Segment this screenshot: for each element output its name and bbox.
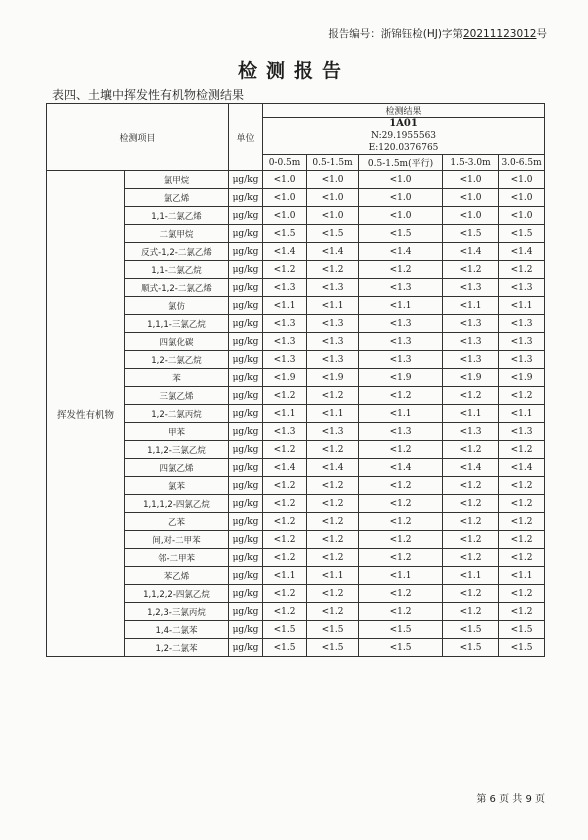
result-value: <1.5	[263, 621, 307, 639]
report-number	[328, 26, 547, 41]
result-value: <1.1	[307, 297, 359, 315]
result-value: <1.2	[307, 495, 359, 513]
unit-cell: μg/kg	[229, 513, 263, 531]
result-value: <1.5	[263, 225, 307, 243]
result-value: <1.3	[443, 279, 499, 297]
result-value: <1.1	[499, 297, 545, 315]
unit-cell: μg/kg	[229, 585, 263, 603]
result-value: <1.2	[499, 585, 545, 603]
category-cell: 挥发性有机物	[47, 171, 125, 657]
sample-info-cell	[263, 118, 545, 155]
result-value: <1.2	[263, 441, 307, 459]
result-value: <1.2	[263, 387, 307, 405]
result-value: <1.2	[263, 549, 307, 567]
result-value: <1.2	[443, 531, 499, 549]
result-value: <1.3	[307, 351, 359, 369]
results-header: 检测结果	[263, 104, 545, 118]
result-value: <1.1	[443, 297, 499, 315]
result-value: <1.2	[359, 585, 443, 603]
result-value: <1.2	[307, 531, 359, 549]
result-value: <1.9	[263, 369, 307, 387]
result-value: <1.1	[307, 405, 359, 423]
result-value: <1.2	[499, 603, 545, 621]
result-value: <1.2	[443, 495, 499, 513]
result-value: <1.3	[359, 279, 443, 297]
result-value: <1.2	[307, 549, 359, 567]
result-value: <1.2	[499, 387, 545, 405]
compound-name: 1,1,2,2-四氯乙烷	[125, 585, 229, 603]
compound-name: 1,2,3-三氯丙烷	[125, 603, 229, 621]
result-value: <1.9	[307, 369, 359, 387]
result-value: <1.2	[443, 477, 499, 495]
result-value: <1.2	[307, 585, 359, 603]
unit-cell: μg/kg	[229, 225, 263, 243]
result-value: <1.9	[499, 369, 545, 387]
result-value: <1.2	[263, 495, 307, 513]
result-value: <1.3	[263, 351, 307, 369]
result-value: <1.4	[499, 243, 545, 261]
result-value: <1.1	[359, 405, 443, 423]
page-number: 第 6 页 共 9 页	[476, 794, 545, 805]
result-value: <1.4	[443, 243, 499, 261]
unit-cell: μg/kg	[229, 171, 263, 189]
results-table	[46, 103, 545, 657]
compound-name: 苯	[125, 369, 229, 387]
unit-cell: μg/kg	[229, 603, 263, 621]
result-value: <1.3	[359, 315, 443, 333]
result-value: <1.2	[443, 603, 499, 621]
result-value: <1.3	[359, 333, 443, 351]
unit-cell: μg/kg	[229, 441, 263, 459]
table-caption: 表四、土壤中挥发性有机物检测结果	[52, 88, 245, 102]
result-value: <1.5	[307, 225, 359, 243]
result-value: <1.0	[499, 171, 545, 189]
result-value: <1.4	[307, 243, 359, 261]
result-value: <1.0	[443, 171, 499, 189]
result-value: <1.2	[499, 549, 545, 567]
sample-coord-e: E:120.0376765	[368, 143, 439, 153]
unit-cell: μg/kg	[229, 495, 263, 513]
result-value: <1.1	[359, 567, 443, 585]
result-value: <1.2	[263, 513, 307, 531]
result-value: <1.2	[359, 477, 443, 495]
result-value: <1.1	[263, 567, 307, 585]
result-value: <1.2	[499, 261, 545, 279]
unit-cell: μg/kg	[229, 189, 263, 207]
result-value: <1.5	[359, 621, 443, 639]
result-value: <1.4	[359, 459, 443, 477]
result-value: <1.2	[359, 387, 443, 405]
depth-header: 1.5-3.0m	[443, 155, 499, 171]
result-value: <1.0	[359, 207, 443, 225]
result-value: <1.1	[263, 297, 307, 315]
result-value: <1.9	[443, 369, 499, 387]
sample-id: 1A01	[389, 118, 418, 129]
result-value: <1.1	[499, 405, 545, 423]
unit-cell: μg/kg	[229, 639, 263, 657]
result-value: <1.4	[443, 459, 499, 477]
result-value: <1.1	[443, 405, 499, 423]
unit-cell: μg/kg	[229, 261, 263, 279]
result-value: <1.2	[359, 531, 443, 549]
compound-name: 1,1-二氯乙烯	[125, 207, 229, 225]
compound-name: 顺式-1,2-二氯乙烯	[125, 279, 229, 297]
result-value: <1.0	[443, 189, 499, 207]
unit-cell: μg/kg	[229, 387, 263, 405]
compound-name: 氯苯	[125, 477, 229, 495]
result-value: <1.2	[499, 495, 545, 513]
result-value: <1.3	[359, 423, 443, 441]
result-value: <1.0	[307, 171, 359, 189]
result-value: <1.3	[443, 315, 499, 333]
unit-cell: μg/kg	[229, 567, 263, 585]
result-value: <1.0	[307, 207, 359, 225]
result-value: <1.3	[307, 315, 359, 333]
result-value: <1.4	[359, 243, 443, 261]
result-value: <1.0	[359, 171, 443, 189]
result-value: <1.2	[443, 513, 499, 531]
unit-cell: μg/kg	[229, 279, 263, 297]
unit-cell: μg/kg	[229, 405, 263, 423]
result-value: <1.2	[307, 513, 359, 531]
result-value: <1.5	[499, 621, 545, 639]
depth-header: 3.0-6.5m	[499, 155, 545, 171]
compound-name: 氯仿	[125, 297, 229, 315]
compound-name: 1,2-二氯丙烷	[125, 405, 229, 423]
unit-cell: μg/kg	[229, 621, 263, 639]
result-value: <1.0	[307, 189, 359, 207]
result-value: <1.5	[263, 639, 307, 657]
compound-name: 氯乙烯	[125, 189, 229, 207]
result-value: <1.2	[499, 513, 545, 531]
result-value: <1.3	[499, 423, 545, 441]
result-value: <1.2	[443, 387, 499, 405]
result-value: <1.3	[359, 351, 443, 369]
result-value: <1.0	[443, 207, 499, 225]
result-value: <1.4	[263, 243, 307, 261]
unit-cell: μg/kg	[229, 369, 263, 387]
compound-name: 反式-1,2-二氯乙烯	[125, 243, 229, 261]
unit-cell: μg/kg	[229, 351, 263, 369]
result-value: <1.2	[263, 603, 307, 621]
result-value: <1.3	[499, 279, 545, 297]
result-value: <1.3	[499, 315, 545, 333]
result-value: <1.2	[443, 549, 499, 567]
result-value: <1.3	[499, 333, 545, 351]
result-value: <1.5	[499, 639, 545, 657]
result-value: <1.3	[263, 333, 307, 351]
result-value: <1.2	[263, 585, 307, 603]
result-value: <1.1	[307, 567, 359, 585]
result-value: <1.2	[263, 531, 307, 549]
result-value: <1.0	[263, 207, 307, 225]
result-value: <1.5	[443, 639, 499, 657]
compound-name: 1,1,2-三氯乙烷	[125, 441, 229, 459]
result-value: <1.3	[307, 423, 359, 441]
depth-header: 0-0.5m	[263, 155, 307, 171]
result-value: <1.5	[359, 639, 443, 657]
result-value: <1.0	[263, 189, 307, 207]
result-value: <1.3	[263, 315, 307, 333]
unit-cell: μg/kg	[229, 207, 263, 225]
result-value: <1.1	[499, 567, 545, 585]
depth-header: 0.5-1.5m	[307, 155, 359, 171]
result-value: <1.2	[307, 441, 359, 459]
result-value: <1.2	[499, 531, 545, 549]
result-value: <1.3	[307, 333, 359, 351]
result-value: <1.2	[359, 549, 443, 567]
result-value: <1.2	[499, 477, 545, 495]
result-value: <1.2	[307, 261, 359, 279]
compound-name: 二氯甲烷	[125, 225, 229, 243]
result-value: <1.2	[359, 261, 443, 279]
compound-name: 三氯乙烯	[125, 387, 229, 405]
result-value: <1.0	[359, 189, 443, 207]
unit-cell: μg/kg	[229, 477, 263, 495]
unit-cell: μg/kg	[229, 459, 263, 477]
compound-name: 邻-二甲苯	[125, 549, 229, 567]
compound-name: 四氯化碳	[125, 333, 229, 351]
result-value: <1.5	[359, 225, 443, 243]
result-value: <1.9	[359, 369, 443, 387]
unit-cell: μg/kg	[229, 297, 263, 315]
compound-name: 甲苯	[125, 423, 229, 441]
result-value: <1.4	[263, 459, 307, 477]
compound-name: 1,4-二氯苯	[125, 621, 229, 639]
result-value: <1.5	[443, 225, 499, 243]
result-value: <1.3	[499, 351, 545, 369]
depth-header: 0.5-1.5m(平行)	[359, 155, 443, 171]
result-value: <1.0	[263, 171, 307, 189]
table-row	[47, 171, 545, 189]
result-value: <1.3	[263, 423, 307, 441]
unit-cell: μg/kg	[229, 315, 263, 333]
unit-cell: μg/kg	[229, 549, 263, 567]
result-value: <1.3	[307, 279, 359, 297]
result-value: <1.5	[307, 639, 359, 657]
result-value: <1.1	[443, 567, 499, 585]
result-value: <1.3	[443, 351, 499, 369]
sample-coord-n: N:29.1955563	[371, 131, 437, 141]
compound-name: 1,1-二氯乙烷	[125, 261, 229, 279]
result-value: <1.5	[443, 621, 499, 639]
result-value: <1.2	[443, 585, 499, 603]
result-value: <1.2	[359, 603, 443, 621]
result-value: <1.5	[307, 621, 359, 639]
report-number-value: 20211123012	[463, 28, 537, 40]
result-value: <1.2	[359, 513, 443, 531]
compound-name: 1,1,1-三氯乙烷	[125, 315, 229, 333]
result-value: <1.1	[263, 405, 307, 423]
result-value: <1.2	[443, 261, 499, 279]
unit-cell: μg/kg	[229, 243, 263, 261]
result-value: <1.0	[499, 189, 545, 207]
report-number-label: 报告编号：浙锦钰检(HJ)字第	[328, 28, 463, 40]
result-value: <1.2	[307, 387, 359, 405]
compound-name: 氯甲烷	[125, 171, 229, 189]
result-value: <1.3	[443, 423, 499, 441]
unit-cell: μg/kg	[229, 531, 263, 549]
report-number-suffix: 号	[536, 28, 547, 40]
compound-name: 间,对-二甲苯	[125, 531, 229, 549]
result-value: <1.3	[443, 333, 499, 351]
unit-header: 单位	[229, 104, 263, 171]
unit-cell: μg/kg	[229, 423, 263, 441]
result-value: <1.4	[499, 459, 545, 477]
compound-name: 1,2-二氯乙烷	[125, 351, 229, 369]
result-value: <1.2	[307, 603, 359, 621]
unit-cell: μg/kg	[229, 333, 263, 351]
result-value: <1.2	[359, 441, 443, 459]
item-header: 检测项目	[47, 104, 229, 171]
result-value: <1.3	[263, 279, 307, 297]
compound-name: 1,2-二氯苯	[125, 639, 229, 657]
result-value: <1.2	[263, 261, 307, 279]
compound-name: 1,1,1,2-四氯乙烷	[125, 495, 229, 513]
result-value: <1.2	[443, 441, 499, 459]
result-value: <1.2	[499, 441, 545, 459]
result-value: <1.4	[307, 459, 359, 477]
result-value: <1.2	[307, 477, 359, 495]
compound-name: 四氯乙烯	[125, 459, 229, 477]
result-value: <1.2	[359, 495, 443, 513]
result-value: <1.2	[263, 477, 307, 495]
result-value: <1.0	[499, 207, 545, 225]
compound-name: 乙苯	[125, 513, 229, 531]
compound-name: 苯乙烯	[125, 567, 229, 585]
document-title: 检测报告	[237, 60, 350, 82]
result-value: <1.1	[359, 297, 443, 315]
result-value: <1.5	[499, 225, 545, 243]
